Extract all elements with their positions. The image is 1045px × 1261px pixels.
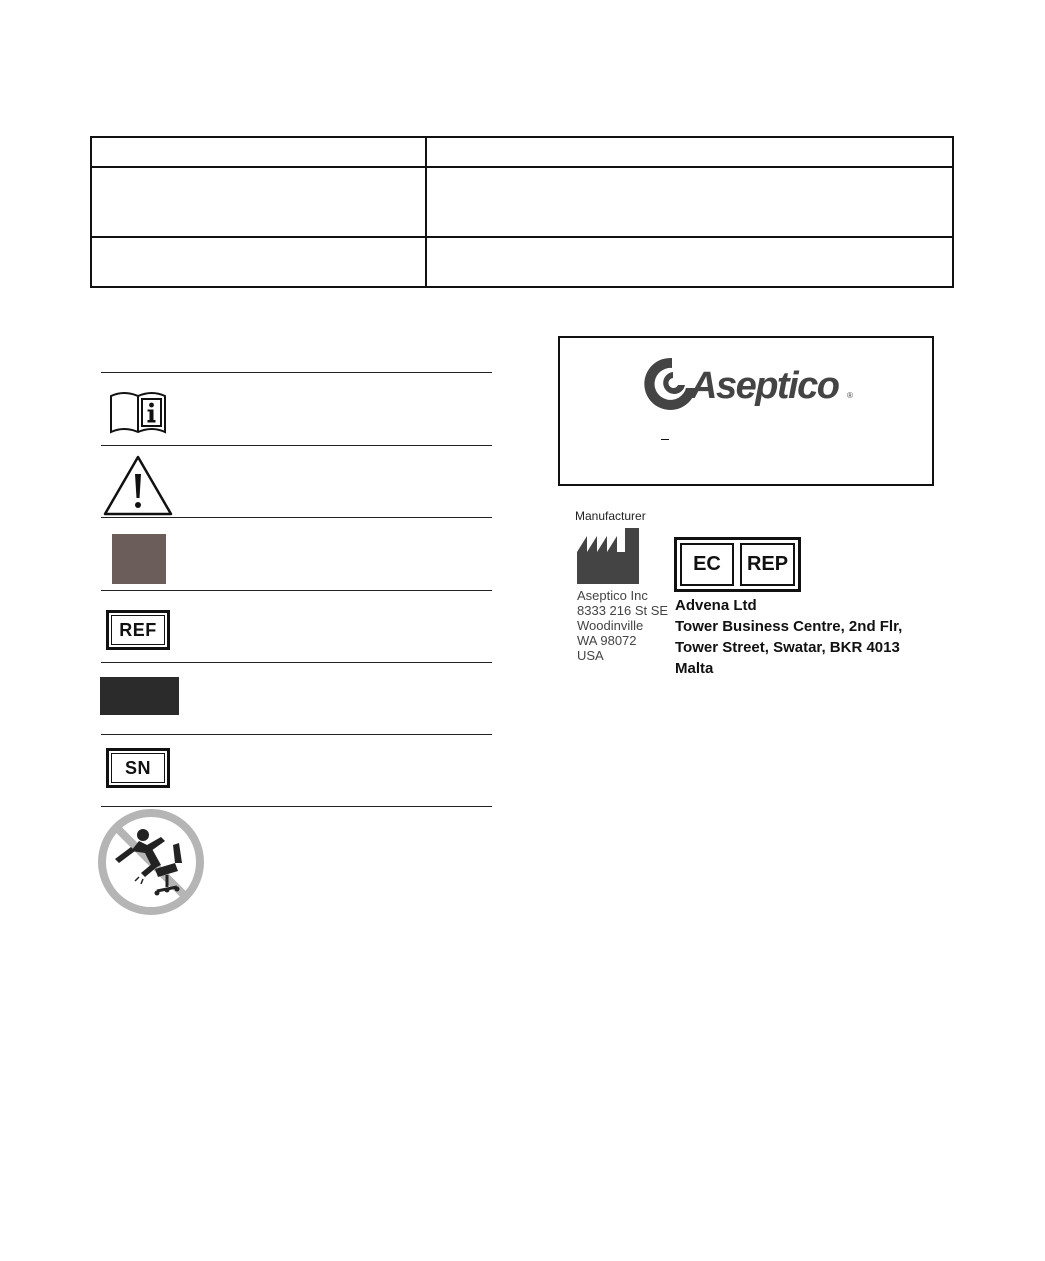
ec-rep-address [675,595,902,679]
ec-rep-address-line: Tower Business Centre, 2nd Flr, [675,618,903,635]
table-row [92,168,952,238]
symbol-row-instructions [101,373,494,445]
manufacturer-address-line: Woodinville [577,618,644,633]
ec-rep-address-line: Tower Street, Swatar, BKR 4013 [675,639,900,656]
ref-label: REF [119,619,157,640]
symbol-row-dark-block [101,663,494,735]
aseptico-logo [642,352,862,414]
no-leaning-chair-icon [95,807,207,917]
rep-cell [737,540,798,589]
ec-label: EC [693,553,721,575]
ec-rep-symbol [674,537,801,592]
company-logo-box [558,336,934,486]
table-row [92,238,952,286]
manufacturer-address-line: Aseptico Inc [577,588,648,603]
logo-brand-text: Aseptico [690,365,839,407]
dark-block-icon [100,677,179,715]
ec-rep-address-line: Malta [675,660,714,677]
manufacturer-title: Manufacturer [575,509,646,523]
ref-catalog-number-icon [106,610,170,650]
spec-table [90,136,954,288]
manufacturer-address [577,588,668,663]
manufacturer-address-line: USA [577,648,604,663]
ec-cell [677,540,737,589]
symbol-row-warning [101,446,494,518]
manufacturer-address-line: WA 98072 [577,633,637,648]
rep-label: REP [746,553,789,575]
underscore-mark [661,439,669,440]
serial-number-icon [106,748,170,788]
symbol-row-swatch [101,518,494,590]
table-row [92,138,952,168]
factory-icon [575,526,641,586]
manufacturer-address-line: 8333 216 St SE [577,603,669,618]
registered-mark: ® [847,391,853,400]
table-column-divider [425,138,427,286]
warning-icon [103,454,173,516]
sn-label: SN [124,757,151,778]
symbol-row-serial [101,735,494,807]
consult-instructions-icon [108,390,168,435]
ec-rep-address-line: Advena Ltd [675,597,757,614]
color-swatch [112,534,166,584]
symbol-row-ref [101,591,494,663]
